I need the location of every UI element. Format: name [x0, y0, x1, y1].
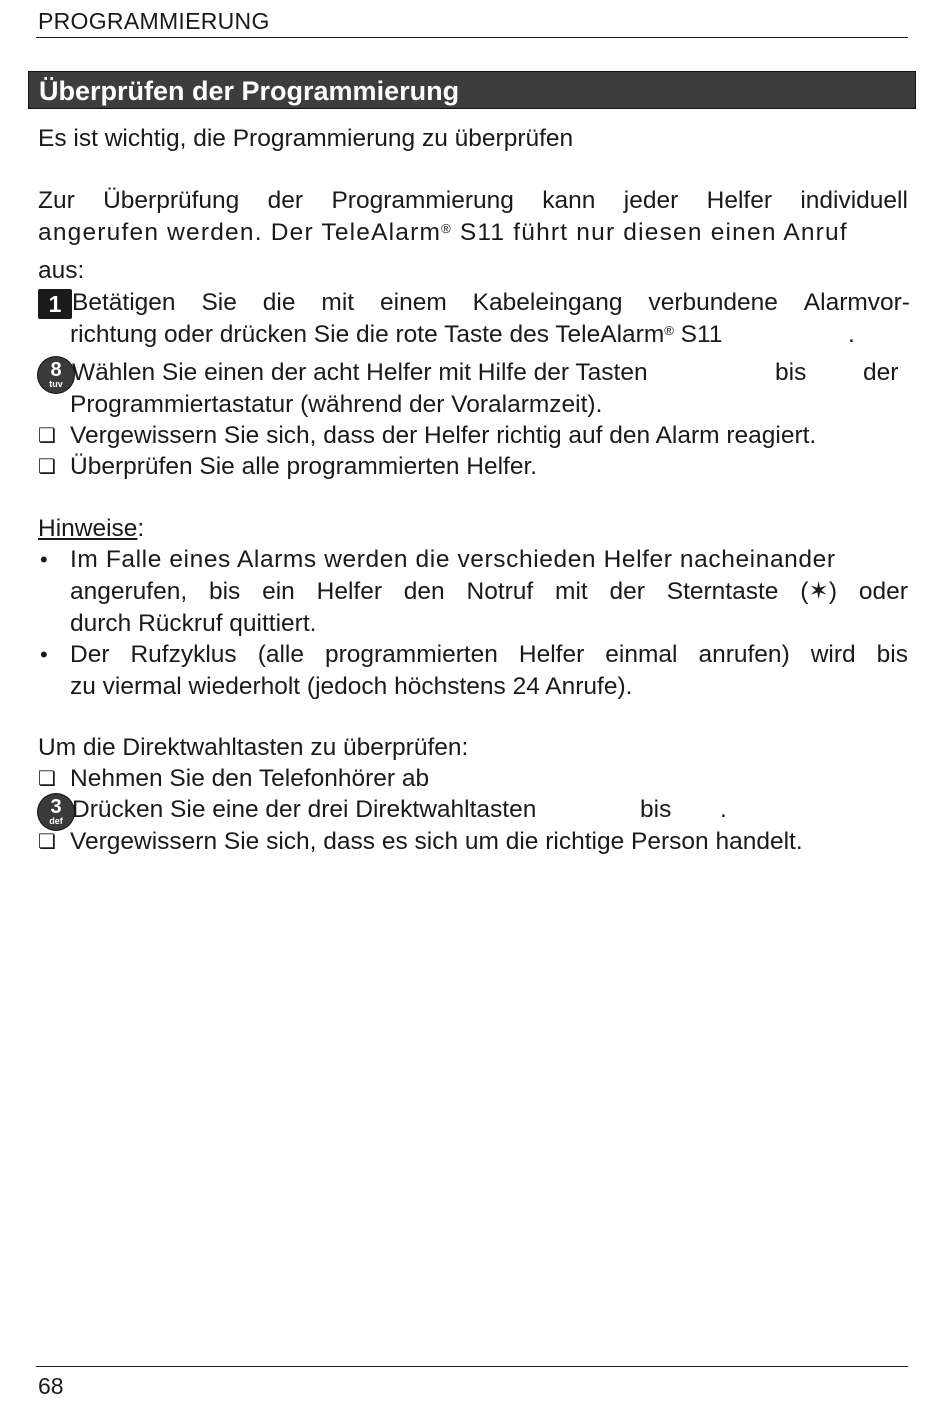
word: ein — [262, 578, 295, 605]
direct-step-2-bis: bis — [640, 796, 672, 823]
key-digit: 8 — [50, 359, 62, 381]
step-2-bis: bis — [775, 359, 807, 386]
word: Betätigen — [72, 289, 176, 316]
intro-sentence: Es ist wichtig, die Programmierung zu überprüfen — [38, 125, 574, 152]
word: den — [403, 578, 445, 605]
bullet-dot-icon: • — [40, 642, 48, 667]
page-number: 68 — [38, 1373, 64, 1399]
word: die — [262, 289, 296, 316]
checkbox-bullet-icon: ❏ — [38, 768, 56, 790]
step-text: richtung oder drücken Sie die rote Taste des TeleAlarm — [70, 321, 665, 348]
checkbox-bullet-icon: ❏ — [38, 831, 56, 853]
key-8-icon — [38, 357, 74, 393]
header-rule — [36, 37, 908, 38]
word: Überprüfung — [103, 187, 240, 214]
registered-mark: ® — [441, 221, 452, 236]
step-4-text: Überprüfen Sie alle programmierten Helfer. — [70, 453, 538, 480]
word: individuell — [800, 187, 908, 214]
paragraph-text: S11 führt nur diesen einen Anruf — [451, 219, 848, 246]
word: (alle — [257, 641, 304, 668]
direct-step-2: Drücken Sie eine der drei Direktwahltasten — [72, 796, 537, 823]
word: der — [267, 187, 304, 214]
note-2-line-1 — [70, 640, 908, 670]
paragraph-text: angerufen werden. Der TeleAlarm — [38, 219, 442, 246]
checkbox-bullet-icon: ❏ — [38, 425, 56, 447]
step-2-line-2: Programmiertastatur (während der Voralarmzeit). — [70, 391, 603, 418]
word: wird — [810, 641, 856, 668]
word: Rufzyklus — [130, 641, 237, 668]
word: Alarmvor- — [803, 289, 910, 316]
word: der — [609, 578, 645, 605]
notes-heading-colon: : — [137, 515, 145, 542]
word: anrufen) — [698, 641, 790, 668]
paragraph-line-1 — [38, 186, 908, 216]
word: Der — [70, 641, 110, 668]
paragraph-line-3: aus: — [38, 257, 85, 284]
word: verbundene — [648, 289, 778, 316]
running-header: PROGRAMMIERUNG — [38, 8, 270, 34]
word: jeder — [623, 187, 679, 214]
note-2-line-2: zu viermal wiederholt (jedoch höchstens 24 Anrufe). — [70, 673, 633, 700]
key-digit: 3 — [50, 796, 62, 818]
word: einem — [380, 289, 447, 316]
word: Kabeleingang — [472, 289, 623, 316]
note-1-line-1: Im Falle eines Alarms werden die verschieden Helfer nacheinander — [70, 546, 836, 573]
key-1-icon: 1 — [38, 289, 72, 319]
note-1-line-2 — [70, 577, 908, 607]
step-1-line-2 — [70, 320, 722, 350]
word: Helfer — [706, 187, 772, 214]
word: kann — [542, 187, 596, 214]
word: Helfer — [316, 578, 382, 605]
word: Sie — [201, 289, 237, 316]
key-letters: def — [49, 816, 63, 826]
step-text: S11 — [673, 321, 723, 348]
word: Programmierung — [331, 187, 514, 214]
word: mit — [555, 578, 588, 605]
section-title-bar — [28, 71, 916, 109]
word: oder — [858, 578, 908, 605]
footer-rule — [36, 1366, 908, 1367]
word: Notruf — [466, 578, 534, 605]
direct-heading: Um die Direktwahltasten zu überprüfen: — [38, 734, 469, 761]
bullet-dot-icon: • — [40, 547, 48, 572]
word: (✶) — [800, 578, 838, 605]
word: Helfer — [518, 641, 585, 668]
notes-heading-label: Hinweise — [38, 515, 138, 542]
key-letters: tuv — [49, 379, 63, 389]
note-1-line-3: durch Rückruf quittiert. — [70, 610, 317, 637]
word: angerufen, — [70, 578, 188, 605]
direct-step-3: Vergewissern Sie sich, dass es sich um die richtige Person handelt. — [70, 828, 803, 855]
word: bis — [876, 641, 908, 668]
section-title: Überprüfen der Programmierung — [39, 76, 460, 106]
step-2-line-1: Wählen Sie einen der acht Helfer mit Hilfe der Tasten — [72, 359, 648, 386]
registered-mark: ® — [664, 323, 674, 338]
word: Sterntaste — [666, 578, 779, 605]
key-3-icon — [38, 794, 74, 830]
word: einmal — [605, 641, 678, 668]
step-1-line-1 — [72, 288, 910, 318]
word: Zur — [38, 187, 75, 214]
paragraph-line-2 — [38, 218, 848, 248]
direct-step-2-period: . — [720, 796, 727, 823]
direct-step-1: Nehmen Sie den Telefonhörer ab — [70, 765, 430, 792]
step-1-period: . — [848, 321, 855, 348]
word: mit — [321, 289, 355, 316]
step-3-text: Vergewissern Sie sich, dass der Helfer richtig auf den Alarm reagiert. — [70, 422, 817, 449]
word: bis — [208, 578, 241, 605]
word: programmierten — [324, 641, 498, 668]
notes-heading — [38, 514, 144, 544]
step-2-der: der — [863, 359, 899, 386]
checkbox-bullet-icon: ❏ — [38, 456, 56, 478]
